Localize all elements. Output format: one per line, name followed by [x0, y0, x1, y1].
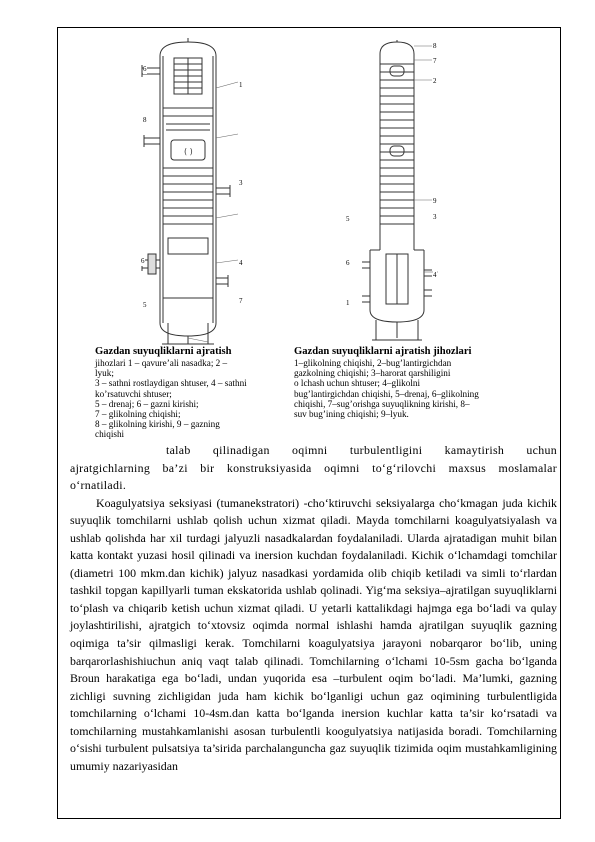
left-caption-line: 7 – glikolning chiqishi; — [95, 409, 181, 420]
left-caption-line: jihozlari 1 – qavure’ali nasadka; 2 – — [95, 358, 228, 368]
right-caption-line: chiqishi, 7–sug’orishga suyuqlikning kirishi, 8– — [294, 398, 470, 409]
paragraph: Koagulyatsiya seksiyasi (tumanekstratori) -cho‘ktiruvchi seksiyalarga cho‘kmagan juda kichik suyuqlik tomchilarni ushlab qolish uchun xizmat qiladi. Mayda tomchilarni koagulyatsiyalash va ushlab qolishda har xil turdagi jalyuzli nasadkalardan foydalaniladi. Ularda ajratadigan muhit bilan katta kontakt yuzasi hosil qilinadi va inersion kuchdan foydalaniladi. Kichik o‘lchamdagi tomchilar (diametri 100 mkm.dan kichik) jalyuz nasadkasi yordamida olib chiqib ketiladi va simli to‘rlardan tashkil topgan kapillyarli tuman ekskatorida ushlab qolinadi. Yig‘ma seksiya–ajratilgan suyuqliklarni to‘plash va chiqarib ketish uchun xizmat qiladi. U yetarli kattalikdagi hajmga ega bo‘ladi va qulay joylashtirilishi, ajratgich to‘xtovsiz oqimda normal ishlashi hamda ajratilgan suyuqlik gazning oqimiga ta’sir qilmasligi kerak. Tomchilarni koagulyatsiya jarayoni nobarqaror bo‘lib, uning barqarorlashishiuchun aniq vaqt talab qilinadi. Tomchilarning o‘lchami 10-5sm gacha bo‘lganda Broun harakatiga ega bo‘ladi, undan yuqorida esa –turbulent oqim bo‘ladi. Ma’lumki, gazning zichligi suvning zichligidan juda ham kichik bo‘lganligi uchun gaz oqimining turbulentligida tomchilarning o‘lchami 10-4sm.dan katta bo‘lganda inersion kuchlar katta ta’sir ko‘rsatadi va tomchilarning mustahkamlanishi asosan turbulentli koogulyatsiya natijasida boradi. Tomchilarning o‘sishi turbulent pulsatsiya ta’sirida parchalanguncha gaz suyuqlik tizimida oqim mustahkamligining umumiy nazariyasidan — [70, 495, 557, 773]
callout-label: 8 — [433, 42, 437, 50]
callout-label: 9 — [433, 197, 437, 205]
left-caption-line: 5 – drenaj; 6 – gazni kirishi; — [95, 398, 199, 409]
left-caption-line: chiqishi — [95, 429, 125, 440]
callout-label: 3 — [239, 179, 243, 187]
right-caption-line: gazkolning chiqishi; 3–harorat qarshiligini — [294, 368, 451, 379]
callout-label: 8 — [143, 116, 147, 124]
callout-label: 7 — [433, 57, 437, 65]
callout-label: 1 — [346, 299, 350, 307]
right-column-drawing — [352, 40, 442, 345]
callout-label: 5 — [346, 215, 350, 223]
left-caption-line: lyuk; — [95, 368, 114, 379]
left-caption-title: Gazdan suyuqliklarni ajratish — [95, 346, 232, 357]
right-caption-title: Gazdan suyuqliklarni ajratish jihozlari — [294, 346, 472, 357]
right-caption-line: o lchash uchun shtuser; 4–glikolni — [294, 378, 421, 389]
callout-label: 4 — [239, 259, 243, 267]
callout-label: 1 — [239, 81, 243, 89]
paragraph: talab qilinadigan oqimni turbulentligini kamaytirish uchun ajratgichlarning ba’zi bir konstruksiyasida oqimni to‘g‘rilovchi maxsus moslamalar o‘rnatiladi. — [70, 443, 557, 493]
callout-label: 7 — [239, 297, 243, 305]
callout-label: 6 — [141, 257, 145, 265]
right-caption-line: bug’lantirgichdan chiqishi, 5–drenaj, 6–glikolning — [294, 388, 479, 399]
right-figure-caption — [294, 346, 514, 419]
callout-label: 6 — [143, 65, 147, 73]
callout-label: 2 — [433, 77, 437, 85]
left-caption-line: ko’rsatuvchi shtuser; — [95, 388, 172, 399]
left-figure-caption — [95, 346, 281, 440]
right-caption-line: 1–glikolning chiqishi, 2–bug’lantirgichdan — [294, 358, 452, 368]
svg-text:( ): ( ) — [184, 147, 193, 156]
callout-label: 3 — [433, 213, 437, 221]
callout-label: 4 — [433, 271, 437, 279]
callout-label: 5 — [143, 301, 147, 309]
callout-label: 6 — [346, 259, 350, 267]
body-text — [70, 442, 557, 775]
left-caption-line: 8 – glikolning kirishi, 9 – gazning — [95, 419, 220, 430]
left-caption-line: 3 – sathni rostlaydigan shtuser, 4 – sathni — [95, 378, 247, 389]
right-caption-line: suv bug’ining chiqishi; 9–lyuk. — [294, 409, 409, 420]
